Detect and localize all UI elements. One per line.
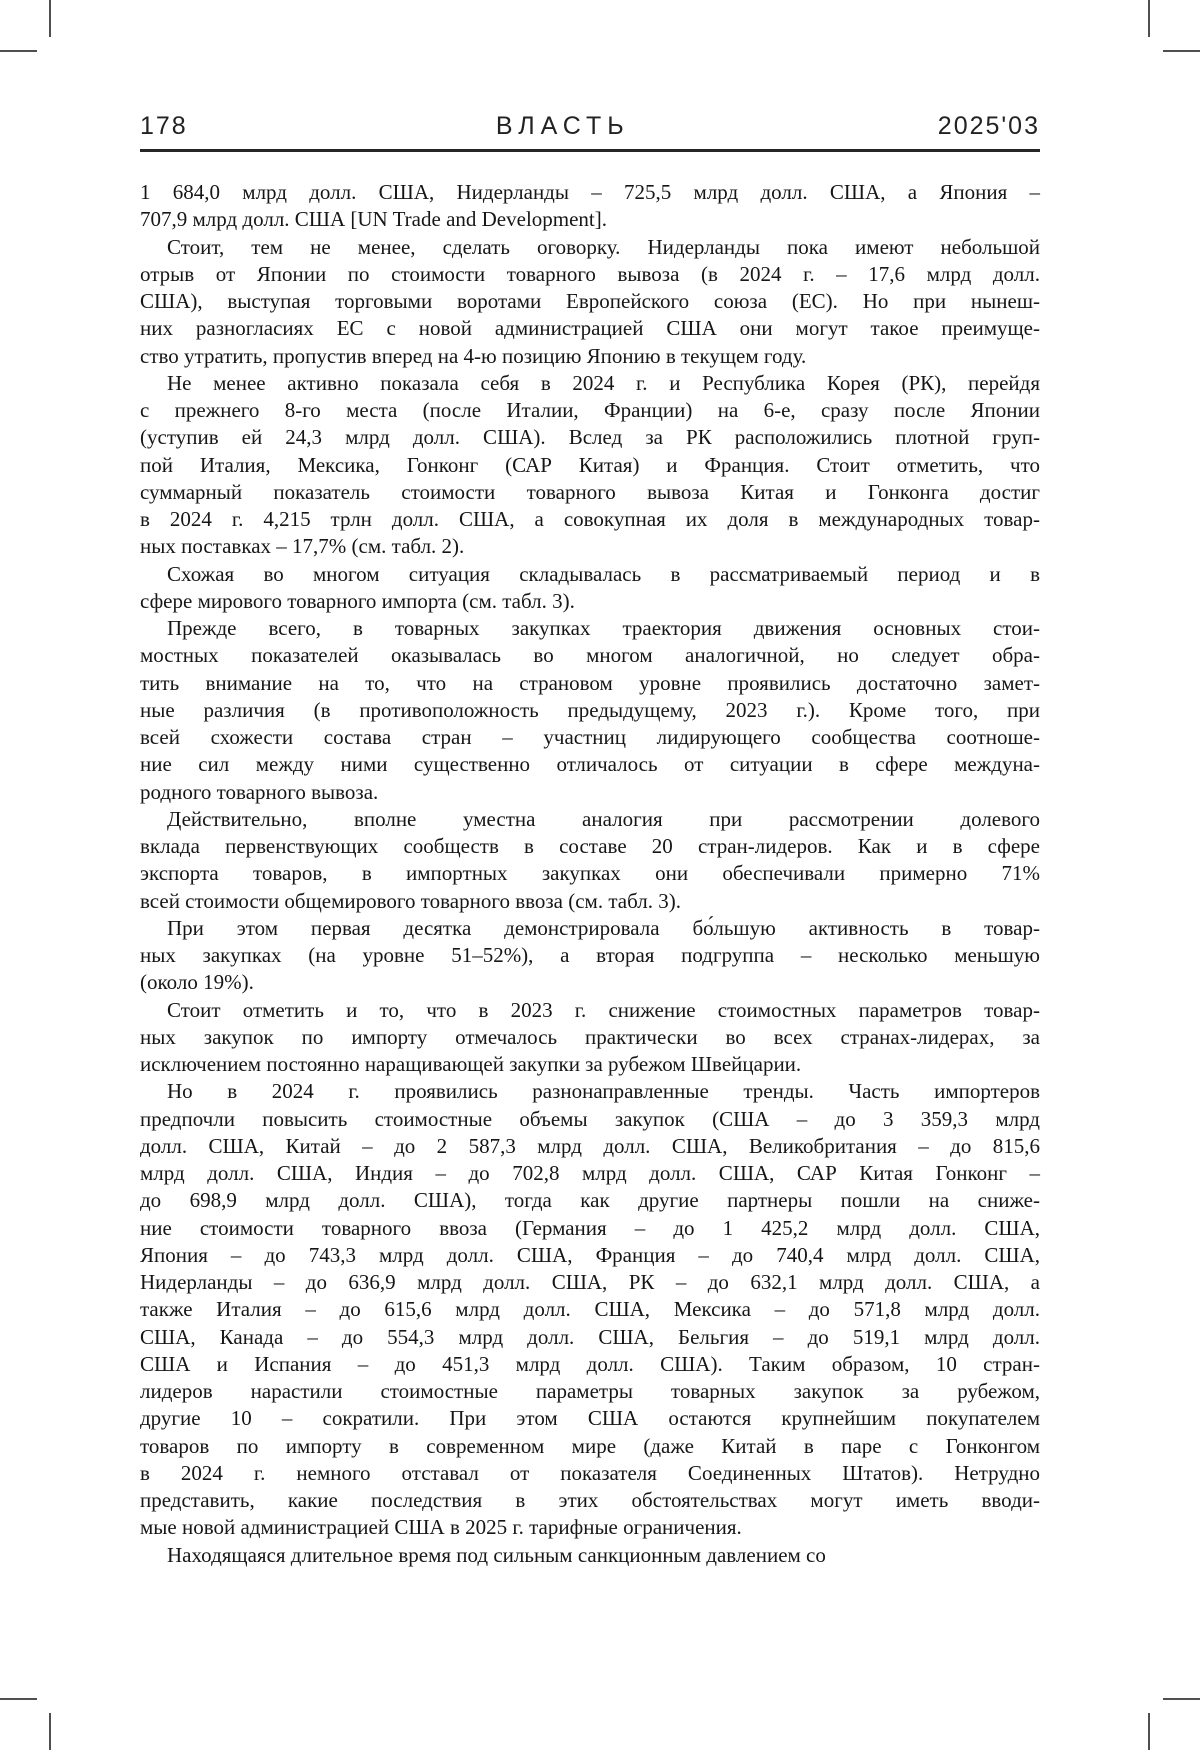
journal-title: ВЛАСТЬ	[495, 112, 630, 140]
text-line: экспорта товаров, в импортных закупках они обеспечивали примерно 71%	[140, 861, 1040, 886]
text-line: них разногласиях ЕС с новой администрацией США они могут такое преимуще-	[140, 316, 1040, 341]
crop-mark-top-left-vertical	[49, 0, 51, 37]
text-line: США, Канада – до 554,3 млрд долл. США, Бельгия – до 519,1 млрд долл.	[140, 1324, 1040, 1349]
text-line: ных закупок по импорту отмечалось практически во всех странах-лидерах, за	[140, 1024, 1040, 1049]
text-line: ных поставках – 17,7% (см. табл. 2).	[140, 534, 465, 559]
text-line: товаров по импорту в современном мире (даже Китай в паре с Гонконгом	[140, 1433, 1040, 1458]
text-line: представить, какие последствия в этих обстоятельствах могут иметь вводи-	[140, 1488, 1040, 1512]
text-line: мые новой администрацией США в 2025 г. тарифные ограничения.	[140, 1515, 742, 1540]
text-line: в 2024 г. немного отставал от показателя Соединенных Штатов). Нетрудно	[140, 1460, 1040, 1485]
text-line: суммарный показатель стоимости товарного вывоза Китая и Гонконга достиг	[140, 479, 1040, 504]
issue-number: 2025'03	[937, 112, 1040, 140]
text-line: Находящаяся длительное время под сильным санкционным давлением со	[167, 1542, 826, 1567]
crop-mark-bottom-left-vertical	[49, 1713, 51, 1750]
text-line: в 2024 г. 4,215 трлн долл. США, а совокупная их доля в международных товар-	[140, 507, 1040, 531]
paragraph	[140, 179, 1040, 234]
text-line: Прежде всего, в товарных закупках траектория движения основных стои-	[167, 616, 1040, 640]
crop-mark-bottom-right-vertical	[1148, 1713, 1150, 1750]
running-head	[140, 112, 1040, 141]
text-line: (около 19%).	[140, 970, 254, 995]
paragraph	[140, 561, 1040, 616]
text-line: Стоит, тем не менее, сделать оговорку. Нидерланды пока имеют небольшой	[167, 234, 1040, 259]
text-line: Действительно, вполне уместна аналогия при рассмотрении долевого	[167, 806, 1040, 831]
text-line: до 698,9 млрд долл. США), тогда как другие партнеры пошли на сниже-	[140, 1188, 1040, 1213]
text-line: Нидерланды – до 636,9 млрд долл. США, РК – до 632,1 млрд долл. США, а	[140, 1270, 1040, 1294]
text-line: исключением постоянно наращивающей закупки за рубежом Швейцарии.	[140, 1052, 802, 1076]
text-line: (уступив ей 24,3 млрд долл. США). Вслед за РК расположились плотной груп-	[140, 425, 1040, 450]
text-line: США), выступая торговыми воротами Европейского союза (ЕС). Но при нынеш-	[140, 289, 1040, 313]
paragraph	[140, 1542, 1040, 1569]
text-line: 707,9 млрд долл. США [UN Trade and Development].	[140, 207, 608, 232]
text-line: ных закупках (на уровне 51–52%), а вторая подгруппа – несколько меньшую	[140, 943, 1040, 967]
text-line: Япония – до 743,3 млрд долл. США, Франция – до 740,4 млрд долл. США,	[140, 1242, 1040, 1267]
paragraph	[140, 615, 1040, 806]
text-line: с прежнего 8-го места (после Италии, Франции) на 6-е, сразу после Японии	[140, 398, 1040, 422]
paragraph	[140, 915, 1040, 997]
text-line: ние стоимости товарного ввоза (Германия – до 1 425,2 млрд долл. США,	[140, 1215, 1040, 1240]
text-line: Не менее активно показала себя в 2024 г. и Республика Корея (РК), перейдя	[167, 370, 1040, 395]
crop-mark-top-left-horizontal	[0, 50, 37, 52]
page-number: 178	[140, 112, 188, 140]
crop-mark-bottom-left-horizontal	[0, 1698, 37, 1700]
paragraph	[140, 806, 1040, 915]
text-line: лидеров нарастили стоимостные параметры товарных закупок за рубежом,	[140, 1379, 1040, 1403]
text-line: предпочли повысить стоимостные объемы закупок (США – до 3 359,3 млрд	[140, 1106, 1040, 1131]
text-line: также Италия – до 615,6 млрд долл. США, Мексика – до 571,8 млрд долл.	[140, 1297, 1040, 1322]
text-line: отрыв от Японии по стоимости товарного вывоза (в 2024 г. – 17,6 млрд долл.	[140, 261, 1040, 286]
text-line: США и Испания – до 451,3 млрд долл. США). Таким образом, 10 стран-	[140, 1351, 1040, 1376]
text-line: ные различия (в противоположность предыдущему, 2023 г.). Кроме того, при	[140, 697, 1040, 722]
text-line: другие 10 – сократили. При этом США остаются крупнейшим покупателем	[140, 1406, 1040, 1431]
text-line: пой Италия, Мексика, Гонконг (САР Китая) и Франция. Стоит отметить, что	[140, 452, 1040, 477]
header-rule	[140, 149, 1040, 152]
text-line: Схожая во многом ситуация складывалась в рассматриваемый период и в	[167, 561, 1040, 586]
paragraph	[140, 997, 1040, 1079]
text-line: сфере мирового товарного импорта (см. табл. 3).	[140, 588, 575, 613]
crop-mark-bottom-right-horizontal	[1163, 1698, 1200, 1700]
text-line: ство утратить, пропустив вперед на 4-ю позицию Японию в текущем году.	[140, 343, 807, 368]
text-line: 1 684,0 млрд долл. США, Нидерланды – 725,5 млрд долл. США, а Япония –	[140, 180, 1040, 204]
text-line: всей стоимости общемирового товарного ввоза (см. табл. 3).	[140, 888, 681, 913]
text-line: родного товарного вывоза.	[140, 779, 379, 804]
text-line: долл. США, Китай – до 2 587,3 млрд долл. США, Великобритания – до 815,6	[140, 1133, 1040, 1158]
crop-mark-top-right-vertical	[1148, 0, 1150, 37]
article-text	[140, 179, 1040, 1569]
text-line: Стоит отметить и то, что в 2023 г. снижение стоимостных параметров товар-	[167, 997, 1040, 1022]
paragraph	[140, 1078, 1040, 1541]
text-line: При этом первая десятка демонстрировала бо́льшую активность в товар-	[167, 915, 1040, 940]
text-line: ние сил между ними существенно отличалось от ситуации в сфере междуна-	[140, 752, 1040, 777]
text-line: млрд долл. США, Индия – до 702,8 млрд долл. США, САР Китая Гонконг –	[140, 1161, 1040, 1185]
text-line: Но в 2024 г. проявились разнонаправленные тренды. Часть импортеров	[167, 1079, 1040, 1104]
text-line: вклада первенствующих сообществ в составе 20 стран-лидеров. Как и в сфере	[140, 834, 1040, 858]
text-line: тить внимание на то, что на страновом уровне проявились достаточно замет-	[140, 670, 1040, 695]
text-line: всей схожести состава стран – участниц лидирующего сообщества соотноше-	[140, 725, 1040, 749]
paragraph	[140, 370, 1040, 561]
crop-mark-top-right-horizontal	[1163, 50, 1200, 52]
paragraph	[140, 234, 1040, 370]
text-line: мостных показателей оказывалась во многом аналогичной, но следует обра-	[140, 643, 1040, 668]
